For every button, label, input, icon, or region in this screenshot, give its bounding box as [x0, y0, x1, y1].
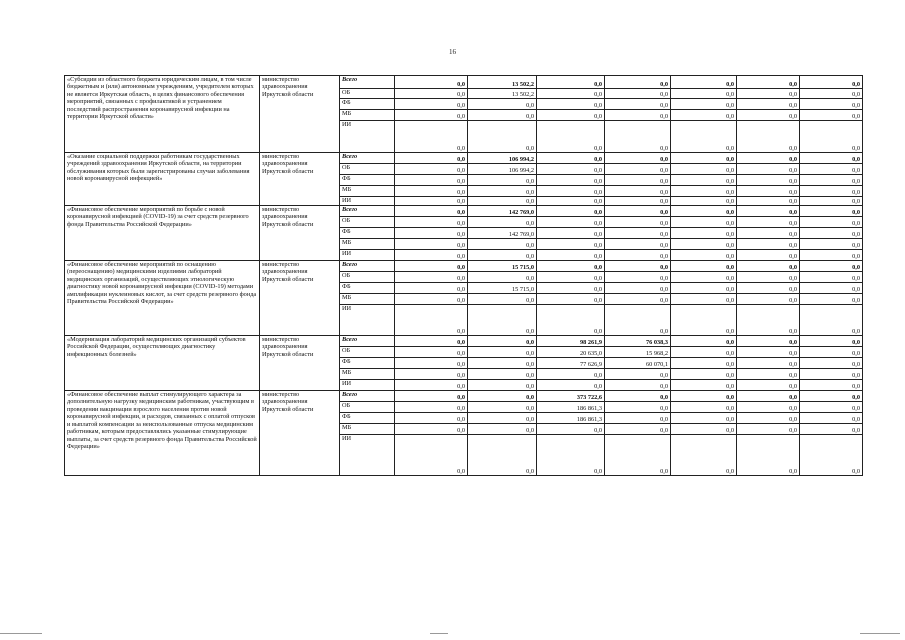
amount-cell: 0,0: [395, 336, 468, 347]
funding-source: ОБ: [340, 347, 395, 358]
amount-cell: 0,0: [737, 164, 800, 175]
amount-cell: 0,0: [737, 121, 800, 153]
amount-cell: 0,0: [737, 347, 800, 358]
amount-cell: 0,0: [605, 435, 671, 476]
amount-cell: 0,0: [737, 283, 800, 294]
amount-cell: 0,0: [800, 197, 863, 206]
amount-cell: 0,0: [395, 76, 468, 89]
amount-cell: 0,0: [468, 369, 537, 380]
amount-cell: 0,0: [671, 358, 737, 369]
funding-source: ФБ: [340, 99, 395, 110]
funding-source: Всего: [340, 336, 395, 347]
table-row: [65, 336, 863, 347]
amount-cell: 0,0: [737, 206, 800, 217]
amount-cell: 0,0: [671, 217, 737, 228]
funding-source: ОБ: [340, 272, 395, 283]
amount-cell: 0,0: [395, 347, 468, 358]
funding-source: Всего: [340, 153, 395, 164]
amount-cell: 0,0: [737, 197, 800, 206]
amount-cell: 0,0: [395, 283, 468, 294]
amount-cell: 0,0: [395, 369, 468, 380]
funding-source: ОБ: [340, 89, 395, 99]
amount-cell: 0,0: [605, 153, 671, 164]
funding-source: ФБ: [340, 413, 395, 424]
amount-cell: 0,0: [537, 305, 605, 336]
amount-cell: 0,0: [395, 186, 468, 197]
amount-cell: 0,0: [605, 250, 671, 261]
funding-source: ИИ: [340, 197, 395, 206]
funding-source: ОБ: [340, 402, 395, 413]
amount-cell: 0,0: [468, 336, 537, 347]
amount-cell: 0,0: [468, 305, 537, 336]
amount-cell: 0,0: [671, 261, 737, 272]
amount-cell: 0,0: [605, 424, 671, 435]
amount-cell: 0,0: [671, 369, 737, 380]
amount-cell: 0,0: [395, 197, 468, 206]
amount-cell: 142 769,0: [468, 228, 537, 239]
amount-cell: 0,0: [537, 186, 605, 197]
amount-cell: 0,0: [800, 305, 863, 336]
amount-cell: 0,0: [671, 380, 737, 391]
amount-cell: 0,0: [800, 272, 863, 283]
responsible-executor: министерство здравоохранения Иркутской области: [260, 153, 340, 206]
amount-cell: 0,0: [605, 121, 671, 153]
amount-cell: 0,0: [537, 294, 605, 305]
table-row: [65, 206, 863, 217]
amount-cell: 0,0: [395, 164, 468, 175]
amount-cell: 0,0: [671, 153, 737, 164]
amount-cell: 0,0: [605, 283, 671, 294]
amount-cell: 0,0: [468, 413, 537, 424]
amount-cell: 0,0: [605, 294, 671, 305]
amount-cell: 0,0: [671, 110, 737, 121]
amount-cell: 0,0: [468, 347, 537, 358]
funding-source: ИИ: [340, 250, 395, 261]
amount-cell: 0,0: [537, 272, 605, 283]
table-row: [65, 153, 863, 164]
amount-cell: 0,0: [737, 110, 800, 121]
amount-cell: 0,0: [671, 76, 737, 89]
scan-artifact-line: [430, 633, 448, 634]
amount-cell: 15 715,0: [468, 261, 537, 272]
amount-cell: 0,0: [605, 89, 671, 99]
amount-cell: 0,0: [537, 380, 605, 391]
funding-source: МБ: [340, 110, 395, 121]
responsible-executor: министерство здравоохранения Иркутской области: [260, 391, 340, 476]
amount-cell: 0,0: [737, 99, 800, 110]
amount-cell: 0,0: [605, 402, 671, 413]
amount-cell: 0,0: [537, 121, 605, 153]
amount-cell: 0,0: [800, 413, 863, 424]
activity-description: «Модернизация лабораторий медицинских организаций субъектов Российской Федерации, осуществляющих диагностику инфекционных болезней»: [65, 336, 260, 391]
amount-cell: 15 715,0: [468, 283, 537, 294]
amount-cell: 0,0: [468, 294, 537, 305]
amount-cell: 0,0: [468, 380, 537, 391]
amount-cell: 0,0: [800, 358, 863, 369]
amount-cell: 0,0: [800, 76, 863, 89]
amount-cell: 0,0: [605, 164, 671, 175]
amount-cell: 0,0: [395, 153, 468, 164]
amount-cell: 0,0: [395, 250, 468, 261]
amount-cell: 20 635,0: [537, 347, 605, 358]
amount-cell: 0,0: [800, 391, 863, 402]
amount-cell: 0,0: [605, 175, 671, 186]
amount-cell: 0,0: [537, 153, 605, 164]
amount-cell: 0,0: [800, 369, 863, 380]
amount-cell: 0,0: [605, 217, 671, 228]
amount-cell: 0,0: [395, 391, 468, 402]
amount-cell: 0,0: [800, 217, 863, 228]
amount-cell: 0,0: [800, 89, 863, 99]
amount-cell: 0,0: [671, 197, 737, 206]
amount-cell: 0,0: [468, 239, 537, 250]
amount-cell: 0,0: [671, 391, 737, 402]
funding-source: МБ: [340, 186, 395, 197]
amount-cell: 0,0: [395, 261, 468, 272]
amount-cell: 0,0: [737, 369, 800, 380]
amount-cell: 0,0: [800, 164, 863, 175]
amount-cell: 0,0: [537, 99, 605, 110]
responsible-executor: министерство здравоохранения Иркутской области: [260, 336, 340, 391]
amount-cell: 0,0: [800, 402, 863, 413]
budget-table: [64, 75, 863, 476]
amount-cell: 0,0: [605, 413, 671, 424]
amount-cell: 0,0: [468, 99, 537, 110]
amount-cell: 0,0: [671, 239, 737, 250]
amount-cell: 0,0: [737, 294, 800, 305]
amount-cell: 0,0: [737, 391, 800, 402]
funding-source: ФБ: [340, 283, 395, 294]
amount-cell: 0,0: [468, 186, 537, 197]
amount-cell: 0,0: [537, 261, 605, 272]
amount-cell: 0,0: [800, 283, 863, 294]
amount-cell: 0,0: [537, 110, 605, 121]
funding-source: ФБ: [340, 228, 395, 239]
amount-cell: 0,0: [395, 175, 468, 186]
amount-cell: 0,0: [537, 206, 605, 217]
activity-description: «Финансовое обеспечение мероприятий по оснащению (переоснащению) медицинскими изделиями лабораторий медицинских организаций, осуществляющих этиологическую диагностику новой коронавирусной инфекции (COVID-19) методами амплификации нуклеиновых кислот, за счет средств резервного фонда Правительства Российской Федерации»: [65, 261, 260, 336]
amount-cell: 0,0: [671, 305, 737, 336]
funding-source: ИИ: [340, 435, 395, 476]
amount-cell: 0,0: [468, 391, 537, 402]
amount-cell: 186 861,3: [537, 402, 605, 413]
activity-description: «Финансовое обеспечение выплат стимулирующего характера за дополнительную нагрузку медицинским работникам, участвующим в проведении вакцинации взрослого населения против новой коронавирусной инфекции, и расходов, связанных с оплатой отпусков и выплатой компенсации за неиспользованные отпуска медицинским работникам, которым предоставлялись указанные стимулирующие выплаты, за счет средств резервного фонда Правительства Российской Федерации»: [65, 391, 260, 476]
amount-cell: 0,0: [605, 110, 671, 121]
funding-source: Всего: [340, 391, 395, 402]
amount-cell: 106 994,2: [468, 164, 537, 175]
amount-cell: 0,0: [671, 336, 737, 347]
amount-cell: 0,0: [605, 305, 671, 336]
amount-cell: 0,0: [537, 175, 605, 186]
table-row: [65, 261, 863, 272]
table-row: [65, 391, 863, 402]
amount-cell: 0,0: [537, 239, 605, 250]
amount-cell: 0,0: [537, 228, 605, 239]
table-row: [65, 76, 863, 89]
funding-source: ОБ: [340, 217, 395, 228]
amount-cell: 0,0: [468, 250, 537, 261]
amount-cell: 373 722,6: [537, 391, 605, 402]
amount-cell: 0,0: [395, 413, 468, 424]
amount-cell: 0,0: [395, 110, 468, 121]
amount-cell: 0,0: [395, 99, 468, 110]
amount-cell: 0,0: [395, 239, 468, 250]
amount-cell: 0,0: [537, 76, 605, 89]
funding-source: Всего: [340, 206, 395, 217]
amount-cell: 0,0: [800, 228, 863, 239]
amount-cell: 0,0: [605, 261, 671, 272]
amount-cell: 0,0: [537, 283, 605, 294]
amount-cell: 0,0: [395, 402, 468, 413]
activity-description: «Оказание социальной поддержки работникам государственных учреждений здравоохранения Иркутской области, на территории обслуживания которых были зарегистрированы случаи заболевания новой коронавирусной инфекцией»: [65, 153, 260, 206]
amount-cell: 0,0: [737, 186, 800, 197]
amount-cell: 0,0: [537, 197, 605, 206]
amount-cell: 0,0: [671, 121, 737, 153]
amount-cell: 0,0: [800, 186, 863, 197]
funding-source: ОБ: [340, 164, 395, 175]
amount-cell: 0,0: [800, 250, 863, 261]
amount-cell: 0,0: [468, 424, 537, 435]
funding-source: ИИ: [340, 305, 395, 336]
amount-cell: 0,0: [800, 175, 863, 186]
amount-cell: 0,0: [800, 110, 863, 121]
amount-cell: 0,0: [800, 424, 863, 435]
amount-cell: 0,0: [737, 305, 800, 336]
responsible-executor: министерство здравоохранения Иркутской области: [260, 206, 340, 261]
amount-cell: 0,0: [800, 121, 863, 153]
amount-cell: 0,0: [671, 347, 737, 358]
amount-cell: 0,0: [737, 402, 800, 413]
amount-cell: 98 261,9: [537, 336, 605, 347]
amount-cell: 0,0: [468, 358, 537, 369]
amount-cell: 0,0: [671, 175, 737, 186]
amount-cell: 0,0: [671, 99, 737, 110]
amount-cell: 0,0: [537, 89, 605, 99]
amount-cell: 0,0: [671, 413, 737, 424]
amount-cell: 0,0: [671, 206, 737, 217]
amount-cell: 0,0: [468, 121, 537, 153]
funding-source: МБ: [340, 239, 395, 250]
scan-artifact-line: [860, 633, 900, 634]
amount-cell: 0,0: [605, 391, 671, 402]
amount-cell: 0,0: [537, 424, 605, 435]
amount-cell: 0,0: [800, 239, 863, 250]
responsible-executor: министерство здравоохранения Иркутской области: [260, 76, 340, 153]
amount-cell: 0,0: [395, 424, 468, 435]
amount-cell: 0,0: [737, 250, 800, 261]
page-number: 16: [449, 48, 456, 56]
amount-cell: 0,0: [395, 305, 468, 336]
amount-cell: 0,0: [671, 250, 737, 261]
amount-cell: 0,0: [468, 217, 537, 228]
amount-cell: 0,0: [800, 206, 863, 217]
amount-cell: 0,0: [671, 186, 737, 197]
amount-cell: 0,0: [737, 239, 800, 250]
amount-cell: 0,0: [800, 153, 863, 164]
funding-source: ФБ: [340, 175, 395, 186]
amount-cell: 0,0: [605, 369, 671, 380]
amount-cell: 0,0: [800, 336, 863, 347]
amount-cell: 142 769,0: [468, 206, 537, 217]
amount-cell: 0,0: [468, 110, 537, 121]
funding-source: Всего: [340, 76, 395, 89]
amount-cell: 0,0: [737, 89, 800, 99]
amount-cell: 0,0: [737, 358, 800, 369]
amount-cell: 13 502,2: [468, 89, 537, 99]
amount-cell: 0,0: [605, 76, 671, 89]
amount-cell: 106 994,2: [468, 153, 537, 164]
activity-description: «Финансовое обеспечение мероприятий по борьбе с новой коронавирусной инфекцией (COVID-19) за счет средств резервного фонда Правительства Российской Федерации»: [65, 206, 260, 261]
amount-cell: 0,0: [737, 413, 800, 424]
amount-cell: 0,0: [671, 89, 737, 99]
amount-cell: 0,0: [671, 164, 737, 175]
amount-cell: 0,0: [605, 272, 671, 283]
amount-cell: 0,0: [605, 228, 671, 239]
amount-cell: 0,0: [800, 99, 863, 110]
funding-source: ФБ: [340, 358, 395, 369]
amount-cell: 0,0: [671, 228, 737, 239]
funding-source: МБ: [340, 294, 395, 305]
amount-cell: 0,0: [671, 424, 737, 435]
amount-cell: 0,0: [468, 402, 537, 413]
amount-cell: 0,0: [737, 76, 800, 89]
amount-cell: 0,0: [737, 380, 800, 391]
amount-cell: 0,0: [395, 380, 468, 391]
amount-cell: 0,0: [737, 261, 800, 272]
amount-cell: 0,0: [671, 294, 737, 305]
amount-cell: 0,0: [395, 121, 468, 153]
funding-source: ИИ: [340, 121, 395, 153]
amount-cell: 0,0: [737, 435, 800, 476]
funding-source: ИИ: [340, 380, 395, 391]
responsible-executor: министерство здравоохранения Иркутской области: [260, 261, 340, 336]
amount-cell: 0,0: [737, 272, 800, 283]
amount-cell: 0,0: [800, 380, 863, 391]
amount-cell: 0,0: [537, 250, 605, 261]
amount-cell: 0,0: [395, 228, 468, 239]
amount-cell: 0,0: [671, 272, 737, 283]
amount-cell: 0,0: [800, 435, 863, 476]
funding-source: МБ: [340, 369, 395, 380]
amount-cell: 0,0: [605, 99, 671, 110]
amount-cell: 0,0: [537, 369, 605, 380]
amount-cell: 0,0: [395, 294, 468, 305]
amount-cell: 13 502,2: [468, 76, 537, 89]
amount-cell: 0,0: [537, 435, 605, 476]
amount-cell: 0,0: [737, 228, 800, 239]
amount-cell: 76 038,3: [605, 336, 671, 347]
amount-cell: 0,0: [468, 272, 537, 283]
amount-cell: 0,0: [671, 283, 737, 294]
amount-cell: 0,0: [395, 217, 468, 228]
activity-description: «Субсидии из областного бюджета юридическим лицам, в том числе бюджетным и (или) автономным учреждениям, учредителем которых не является Иркутская область, в целях финансового обеспечения мероприятий, связанных с профилактикой и устранением последствий распространения коронавирусной инфекции на территории Иркутской области»: [65, 76, 260, 153]
amount-cell: 0,0: [605, 186, 671, 197]
amount-cell: 0,0: [671, 435, 737, 476]
amount-cell: 0,0: [537, 217, 605, 228]
amount-cell: 0,0: [737, 336, 800, 347]
amount-cell: 0,0: [605, 206, 671, 217]
amount-cell: 186 861,3: [537, 413, 605, 424]
amount-cell: 0,0: [395, 89, 468, 99]
amount-cell: 0,0: [737, 217, 800, 228]
amount-cell: 0,0: [800, 347, 863, 358]
amount-cell: 0,0: [395, 435, 468, 476]
amount-cell: 0,0: [468, 175, 537, 186]
amount-cell: 0,0: [737, 153, 800, 164]
funding-source: Всего: [340, 261, 395, 272]
amount-cell: 0,0: [395, 206, 468, 217]
amount-cell: 77 626,9: [537, 358, 605, 369]
amount-cell: 0,0: [468, 197, 537, 206]
amount-cell: 0,0: [537, 164, 605, 175]
amount-cell: 0,0: [605, 239, 671, 250]
amount-cell: 0,0: [671, 402, 737, 413]
amount-cell: 0,0: [800, 294, 863, 305]
amount-cell: 0,0: [605, 380, 671, 391]
amount-cell: 0,0: [468, 435, 537, 476]
amount-cell: 0,0: [395, 272, 468, 283]
funding-source: МБ: [340, 424, 395, 435]
amount-cell: 0,0: [395, 358, 468, 369]
amount-cell: 0,0: [737, 424, 800, 435]
amount-cell: 0,0: [737, 175, 800, 186]
amount-cell: 0,0: [605, 197, 671, 206]
amount-cell: 0,0: [800, 261, 863, 272]
amount-cell: 15 968,2: [605, 347, 671, 358]
amount-cell: 60 070,1: [605, 358, 671, 369]
scan-artifact-line: [0, 633, 42, 634]
